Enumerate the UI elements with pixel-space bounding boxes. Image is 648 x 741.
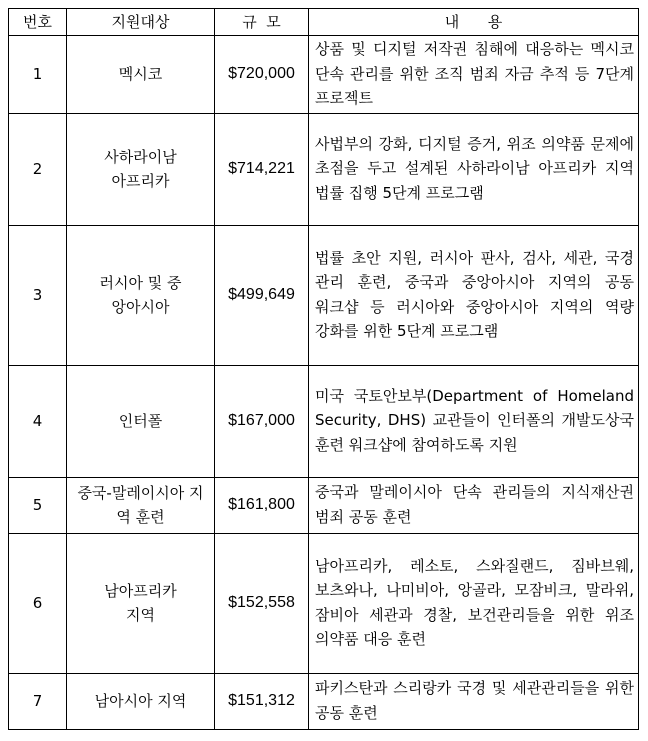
header-row (9, 9, 639, 36)
row-content: 남아프리카, 레소토, 스와질랜드, 짐바브웨, 보츠와나, 나미비아, 앙골라, 모잠비크, 말라위, 잠비아 세관과 경찰, 보건관리들을 위한 위조 의약품 대응 훈련 (309, 533, 639, 673)
row-amount: $152,558 (215, 533, 309, 673)
row-target: 남아프리카 지역 (67, 533, 215, 673)
table-row (9, 365, 639, 477)
header-target: 지원대상 (67, 9, 215, 36)
row-amount: $714,221 (215, 113, 309, 225)
table-row (9, 113, 639, 225)
row-target: 남아시아 지역 (67, 673, 215, 729)
row-amount: $167,000 (215, 365, 309, 477)
header-scale: 규 모 (215, 9, 309, 36)
row-target: 중국-말레이시아 지역 훈련 (67, 477, 215, 533)
row-content: 상품 및 디지털 저작권 침해에 대응하는 멕시코 단속 관리를 위한 조직 범죄 자금 추적 등 7단계 프로젝트 (309, 36, 639, 114)
table-row (9, 36, 639, 114)
row-content: 파키스탄과 스리랑카 국경 및 세관관리들을 위한 공동 훈련 (309, 673, 639, 729)
support-table (8, 8, 639, 730)
row-no: 1 (9, 36, 67, 114)
row-target: 러시아 및 중앙아시아 (67, 225, 215, 365)
table-row (9, 533, 639, 673)
header-content: 내 용 (309, 9, 639, 36)
table-row (9, 477, 639, 533)
header-no: 번호 (9, 9, 67, 36)
row-no: 3 (9, 225, 67, 365)
row-content: 법률 초안 지원, 러시아 판사, 검사, 세관, 국경 관리 훈련, 중국과 중앙아시아 지역의 공동 워크샵 등 러시아와 중앙아시아 지역의 역량 강화를 위한 5단계 프로그램 (309, 225, 639, 365)
row-no: 4 (9, 365, 67, 477)
row-amount: $720,000 (215, 36, 309, 114)
row-amount: $151,312 (215, 673, 309, 729)
row-content: 미국 국토안보부(Department of Homeland Security, DHS) 교관들이 인터폴의 개발도상국 훈련 워크샵에 참여하도록 지원 (309, 365, 639, 477)
row-target: 인터폴 (67, 365, 215, 477)
row-amount: $161,800 (215, 477, 309, 533)
table-row (9, 673, 639, 729)
row-no: 5 (9, 477, 67, 533)
row-no: 6 (9, 533, 67, 673)
row-content: 사법부의 강화, 디지털 증거, 위조 의약품 문제에 초점을 두고 설계된 사하라이남 아프리카 지역 법률 집행 5단계 프로그램 (309, 113, 639, 225)
row-target: 멕시코 (67, 36, 215, 114)
row-content: 중국과 말레이시아 단속 관리들의 지식재산권 범죄 공동 훈련 (309, 477, 639, 533)
table-row (9, 225, 639, 365)
row-no: 7 (9, 673, 67, 729)
row-amount: $499,649 (215, 225, 309, 365)
row-no: 2 (9, 113, 67, 225)
row-target: 사하라이남 아프리카 (67, 113, 215, 225)
